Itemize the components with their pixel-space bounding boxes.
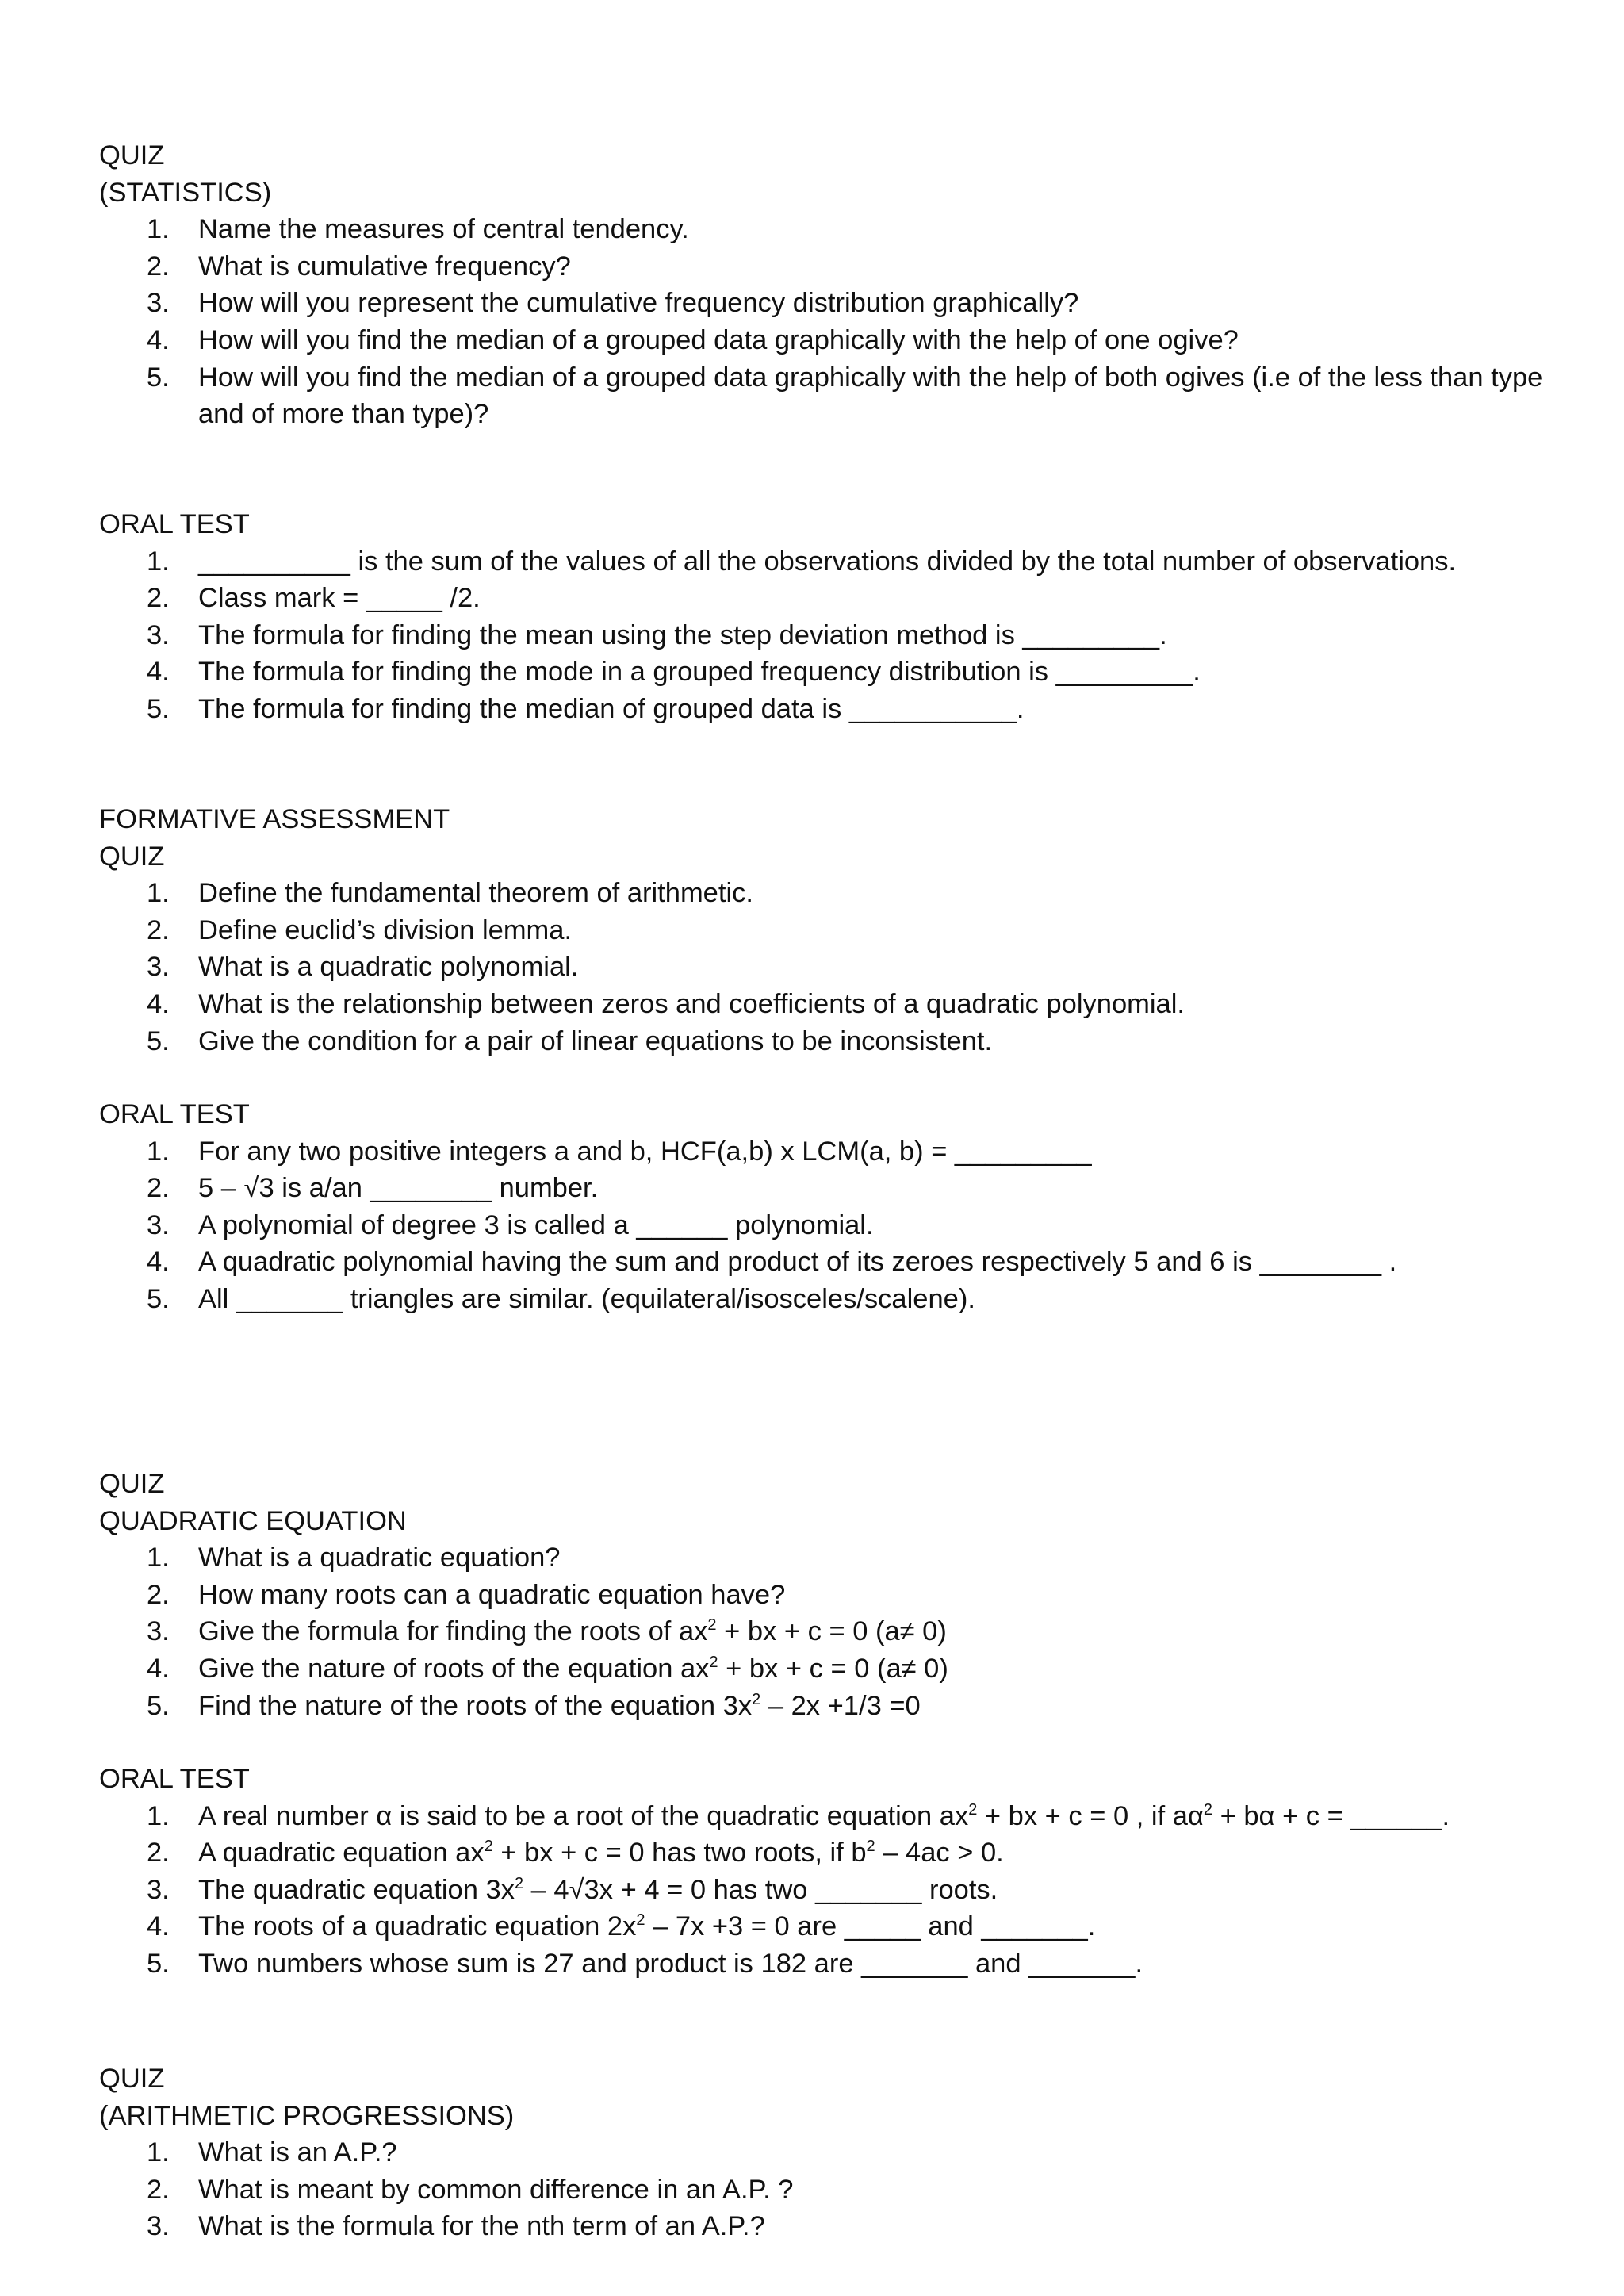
item-text: The formula for finding the mode in a grouped frequency distribution is _________. — [198, 657, 1201, 688]
item-text: How many roots can a quadratic equation have? — [198, 1579, 786, 1610]
list-item — [99, 1650, 1574, 1688]
item-text: A quadratic polynomial having the sum and product of its zeroes respectively 5 and 6 is ________ . — [198, 1247, 1397, 1278]
item-text: Define euclid’s division lemma. — [198, 914, 573, 945]
oral-test-quadratic-section — [99, 1761, 1574, 1983]
item-number: 5. — [147, 693, 170, 724]
section-heading: ORAL TEST — [99, 1099, 250, 1129]
item-text: What is the relationship between zeros and coefficients of a quadratic polynomial. — [198, 988, 1185, 1019]
list-item — [99, 211, 1574, 248]
text-run: + bx + c = 0 has two roots, if b — [492, 1838, 867, 1869]
item-text: Two numbers whose sum is 27 and product is 182 are _______ and _______. — [198, 1948, 1143, 1979]
list-item — [99, 1023, 1574, 1060]
item-text: What is a quadratic equation? — [198, 1543, 561, 1573]
text-run: The quadratic equation 3x — [198, 1874, 515, 1905]
item-number: 1. — [147, 878, 170, 909]
item-text: Name the measures of central tendency. — [198, 214, 689, 245]
item-text: Define the fundamental theorem of arithmetic. — [198, 878, 753, 909]
item-number: 3. — [147, 1874, 170, 1905]
item-text — [198, 1616, 947, 1646]
item-number: 5. — [147, 1283, 170, 1314]
list-item — [99, 1539, 1574, 1577]
section-heading: QUIZ — [99, 1469, 165, 1499]
item-number: 5. — [147, 1025, 170, 1056]
item-text: What is meant by common difference in an A.P. ? — [198, 2174, 794, 2205]
text-run: The roots of a quadratic equation 2x — [198, 1911, 637, 1942]
section-subheading: QUIZ — [99, 841, 165, 872]
item-text — [198, 1691, 921, 1721]
text-run: + bx + c = 0 , if aα — [977, 1800, 1204, 1831]
list-item — [99, 875, 1574, 912]
item-number: 1. — [147, 546, 170, 577]
item-text: What is a quadratic polynomial. — [198, 952, 579, 983]
list-item — [99, 1945, 1574, 1983]
list-item — [99, 912, 1574, 949]
list-item — [99, 285, 1574, 322]
item-number: 3. — [147, 288, 170, 319]
item-number: 1. — [147, 2137, 170, 2168]
list-item — [99, 1872, 1574, 1909]
list-item — [99, 691, 1574, 728]
text-run: A real number α is said to be a root of the quadratic equation ax — [198, 1800, 969, 1831]
formative-assessment-quiz-section — [99, 801, 1574, 1060]
item-text — [198, 1801, 1450, 1831]
text-run: Find the nature of the roots of the equation 3x — [198, 1690, 753, 1721]
text-run: Give the nature of roots of the equation ax — [198, 1653, 710, 1684]
list-item — [99, 2134, 1574, 2171]
text-run: + bα + c = ______. — [1212, 1800, 1450, 1831]
section-heading: FORMATIVE ASSESSMENT — [99, 804, 450, 834]
item-text — [198, 1911, 1095, 1941]
oral-test-polynomials-section — [99, 1096, 1574, 1318]
text-run: – 7x +3 = 0 are _____ and _______. — [645, 1911, 1096, 1942]
item-number: 2. — [147, 583, 170, 614]
superscript: 2 — [752, 1690, 761, 1708]
question-list — [99, 875, 1574, 1060]
text-run: Give the formula for finding the roots of ax — [198, 1616, 708, 1647]
section-heading: QUIZ — [99, 140, 165, 171]
text-run: + bx + c = 0 (a≠ 0) — [716, 1616, 947, 1647]
quiz-arithmetic-progressions-section — [99, 2060, 1574, 2245]
list-item — [99, 1577, 1574, 1614]
superscript: 2 — [968, 1800, 978, 1819]
question-list — [99, 2134, 1574, 2245]
item-number: 3. — [147, 1209, 170, 1240]
question-list — [99, 1133, 1574, 1318]
superscript: 2 — [709, 1653, 718, 1671]
text-run: – 4ac > 0. — [875, 1838, 1004, 1869]
question-list — [99, 1798, 1574, 1983]
superscript: 2 — [1203, 1800, 1213, 1819]
item-number: 4. — [147, 1911, 170, 1942]
item-number: 4. — [147, 657, 170, 688]
list-item — [99, 1798, 1574, 1835]
item-number: 1. — [147, 214, 170, 245]
item-text — [198, 1875, 998, 1905]
item-text — [198, 1838, 1004, 1868]
text-run: – 4√3x + 4 = 0 has two _______ roots. — [523, 1874, 998, 1905]
item-number: 3. — [147, 952, 170, 983]
item-number: 1. — [147, 1800, 170, 1831]
item-number: 5. — [147, 1690, 170, 1721]
item-text: How will you find the median of a grouped data graphically with the help of both ogives (i.e of the less than type and of more than type)? — [198, 362, 1543, 430]
item-number: 2. — [147, 251, 170, 282]
item-text: A polynomial of degree 3 is called a ______ polynomial. — [198, 1209, 874, 1240]
item-number: 5. — [147, 362, 170, 393]
item-number: 1. — [147, 1136, 170, 1167]
list-item — [99, 2171, 1574, 2209]
list-item — [99, 1281, 1574, 1318]
list-item — [99, 543, 1574, 581]
item-number: 3. — [147, 1616, 170, 1647]
superscript: 2 — [636, 1911, 645, 1930]
item-text: Give the condition for a pair of linear equations to be inconsistent. — [198, 1025, 993, 1056]
list-item — [99, 1244, 1574, 1281]
item-text: 5 – √3 is a/an ________ number. — [198, 1173, 599, 1204]
item-text: The formula for finding the median of grouped data is ___________. — [198, 693, 1025, 724]
question-list — [99, 543, 1574, 728]
item-text: __________ is the sum of the values of all the observations divided by the total number of observations. — [198, 546, 1457, 577]
list-item — [99, 1688, 1574, 1725]
list-item — [99, 1170, 1574, 1207]
item-number: 3. — [147, 619, 170, 650]
superscript: 2 — [514, 1874, 524, 1892]
item-text: For any two positive integers a and b, HCF(a,b) x LCM(a, b) = _________ — [198, 1136, 1092, 1167]
item-text: How will you find the median of a grouped data graphically with the help of one ogive? — [198, 324, 1239, 355]
list-item — [99, 1908, 1574, 1945]
section-heading: ORAL TEST — [99, 1764, 250, 1794]
section-subheading: (STATISTICS) — [99, 177, 272, 208]
section-subheading: (ARITHMETIC PROGRESSIONS) — [99, 2100, 515, 2131]
list-item — [99, 1834, 1574, 1872]
item-number: 2. — [147, 2174, 170, 2205]
item-text — [198, 1654, 948, 1684]
list-item — [99, 322, 1574, 359]
list-item — [99, 617, 1574, 654]
section-heading: QUIZ — [99, 2064, 165, 2094]
item-text: What is cumulative frequency? — [198, 251, 571, 282]
superscript: 2 — [866, 1838, 875, 1856]
text-run: A quadratic equation ax — [198, 1838, 485, 1869]
item-number: 2. — [147, 1838, 170, 1869]
superscript: 2 — [707, 1616, 717, 1635]
quiz-quadratic-equation-section — [99, 1466, 1574, 1724]
item-number: 2. — [147, 1579, 170, 1610]
item-number: 2. — [147, 1173, 170, 1204]
item-text: How will you represent the cumulative frequency distribution graphically? — [198, 288, 1079, 319]
list-item — [99, 1133, 1574, 1171]
list-item — [99, 248, 1574, 286]
section-subheading: QUADRATIC EQUATION — [99, 1505, 407, 1536]
list-item — [99, 359, 1574, 433]
list-item — [99, 949, 1574, 986]
item-number: 4. — [147, 988, 170, 1019]
question-list — [99, 211, 1574, 433]
question-list — [99, 1539, 1574, 1724]
item-number: 2. — [147, 914, 170, 945]
item-number: 4. — [147, 1247, 170, 1278]
section-heading: ORAL TEST — [99, 509, 250, 539]
list-item — [99, 580, 1574, 617]
item-number: 4. — [147, 324, 170, 355]
oral-test-statistics-section — [99, 506, 1574, 728]
text-run: + bx + c = 0 (a≠ 0) — [718, 1653, 948, 1684]
text-run: – 2x +1/3 =0 — [760, 1690, 921, 1721]
list-item — [99, 654, 1574, 691]
list-item — [99, 2208, 1574, 2245]
item-text: What is an A.P.? — [198, 2137, 397, 2168]
item-number: 3. — [147, 2211, 170, 2242]
quiz-statistics-section — [99, 137, 1574, 433]
item-number: 5. — [147, 1948, 170, 1979]
list-item — [99, 1613, 1574, 1650]
item-text: Class mark = _____ /2. — [198, 583, 481, 614]
item-text: All _______ triangles are similar. (equilateral/isosceles/scalene). — [198, 1283, 975, 1314]
item-text: The formula for finding the mean using the step deviation method is _________. — [198, 619, 1167, 650]
item-number: 4. — [147, 1653, 170, 1684]
item-number: 1. — [147, 1543, 170, 1573]
list-item — [99, 1207, 1574, 1244]
list-item — [99, 986, 1574, 1023]
item-text: What is the formula for the nth term of an A.P.? — [198, 2211, 765, 2242]
superscript: 2 — [484, 1838, 493, 1856]
